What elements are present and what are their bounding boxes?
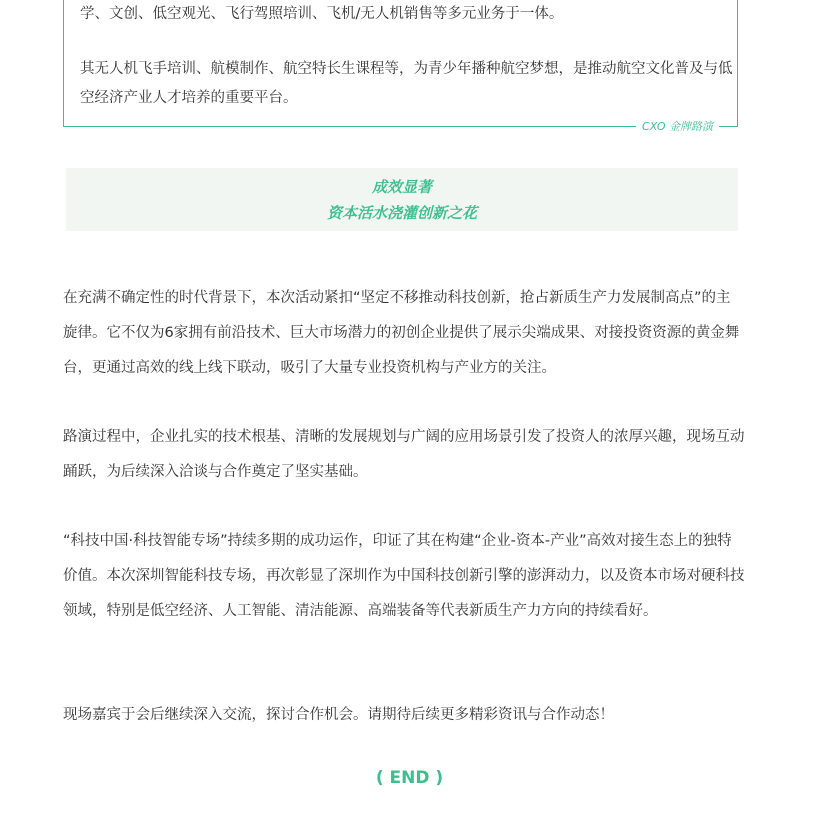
section-heading-line2: 资本活水浇灌创新之花 xyxy=(326,204,477,222)
intro-paragraph: 其无人机飞手培训、航模制作、航空特长生课程等，为青少年播种航空梦想，是推动航空文化普及与低空经济产业人才培养的重要平台。 xyxy=(80,61,733,106)
intro-paragraph: 学、文创、低空观光、飞行驾照培训、飞机/无人机销售等多元业务于一体。 xyxy=(80,6,564,22)
body-paragraph: 现场嘉宾于会后继续深入交流，探讨合作机会。请期待后续更多精彩资讯与合作动态！ xyxy=(63,707,614,723)
body-paragraph: 在充满不确定性的时代背景下，本次活动紧扣“坚定不移推动科技创新，抢占新质生产力发展制高点”的主旋律。它不仅为6家拥有前沿技术、巨大市场潜力的初创企业提供了展示尖端成果、对接投资资源的黄金舞台，更通过高效的线上线下联动，吸引了大量专业投资机构与产业方的关注。 xyxy=(63,290,740,376)
body-paragraph: “科技中国·科技智能专场”持续多期的成功运作，印证了其在构建“企业-资本-产业”高效对接生态上的独特价值。本次深圳智能科技专场，再次彰显了深圳作为中国科技创新引擎的澎湃动力，以及资本市场对硬科技领域，特别是低空经济、人工智能、清洁能源、高端装备等代表新质生产力方向的持续看好。 xyxy=(63,533,745,619)
intro-caption: CXO 金牌路演 xyxy=(636,119,719,135)
body-paragraph: 路演过程中，企业扎实的技术根基、清晰的发展规划与广阔的应用场景引发了投资人的浓厚兴趣，现场互动踊跃，为后续深入洽谈与合作奠定了坚实基础。 xyxy=(63,429,745,480)
section-heading xyxy=(66,168,738,231)
end-mark: ( END ) xyxy=(375,768,444,788)
section-heading-line1: 成效显著 xyxy=(371,178,432,196)
